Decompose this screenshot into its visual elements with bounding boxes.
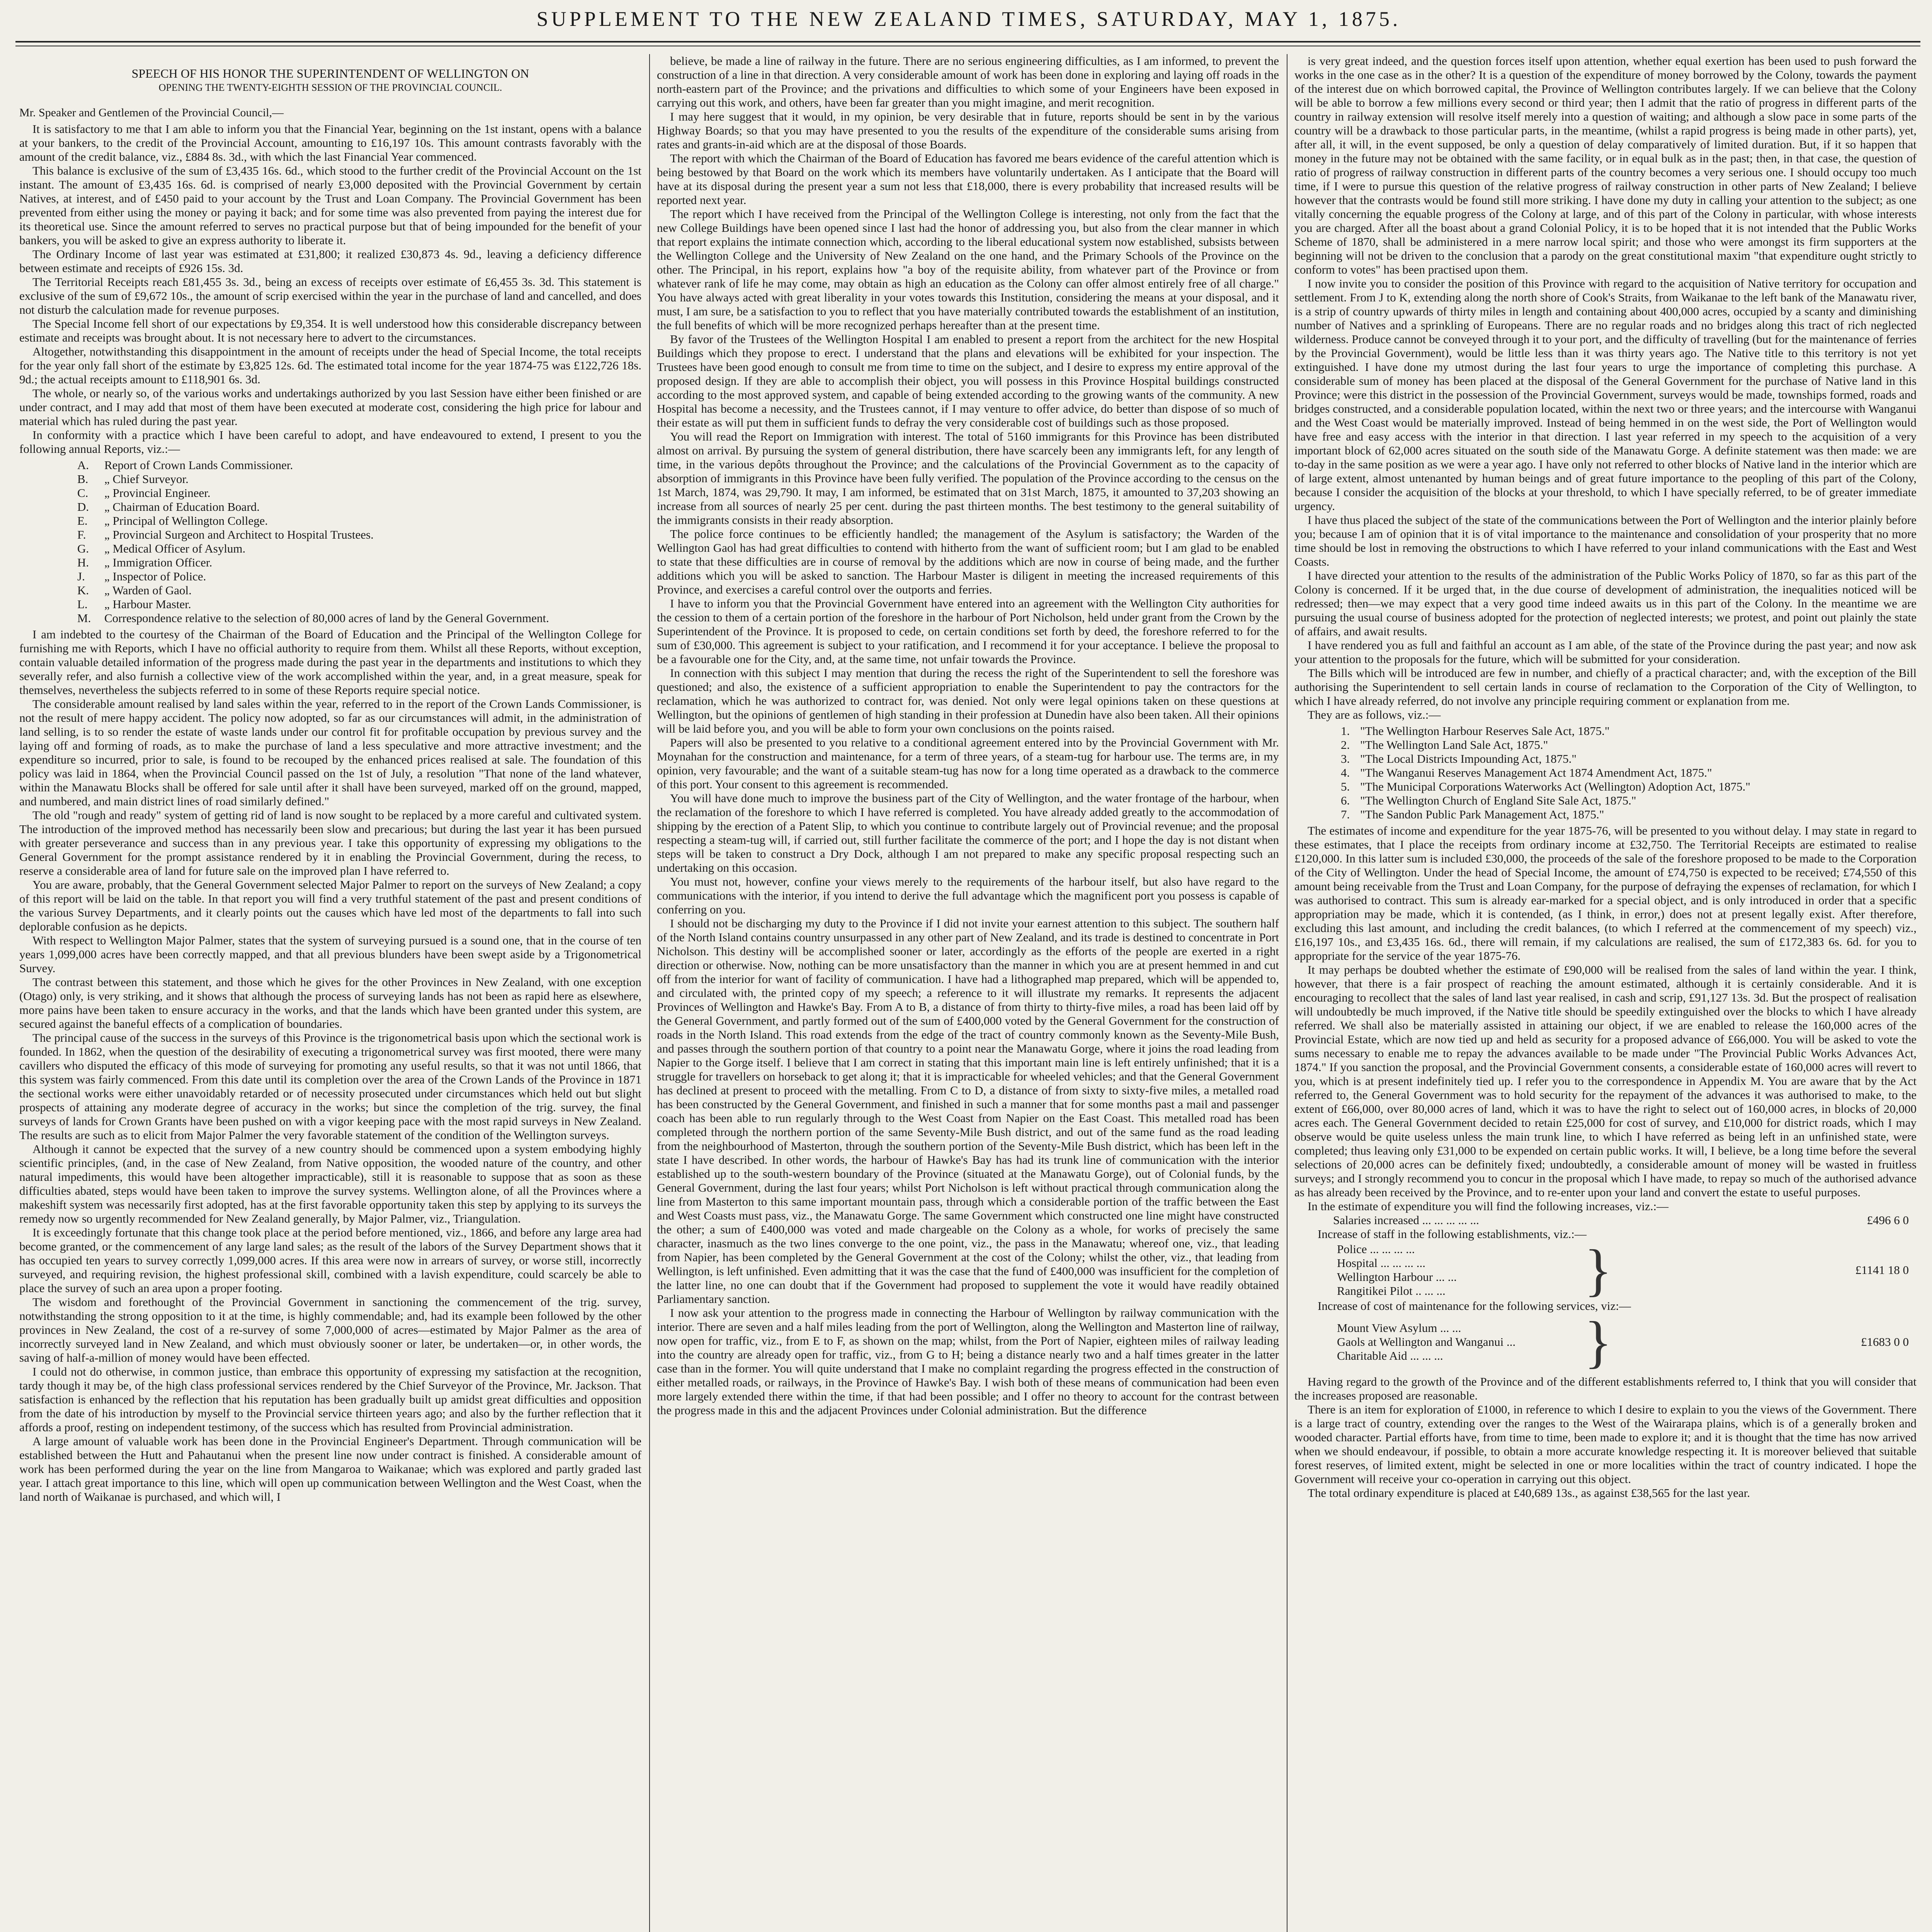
column-3-paragraphs-c <box>1294 1375 1917 1500</box>
list-item-text: „ Harbour Master. <box>104 597 191 611</box>
list-item-text: Report of Crown Lands Commissioner. <box>104 458 293 472</box>
list-item-marker: 6. <box>1341 794 1350 807</box>
column-1 <box>19 54 641 1932</box>
list-item-marker: M. <box>77 611 91 625</box>
list-item: Gaols at Wellington and Wanganui ... <box>1337 1335 1516 1349</box>
list-item: Wellington Harbour ... ... <box>1337 1270 1457 1284</box>
list-item <box>77 542 641 556</box>
list-item-marker: C. <box>77 486 88 500</box>
list-item-text: „ Chairman of Education Board. <box>104 500 260 514</box>
list-item-marker: L. <box>77 597 88 611</box>
list-item <box>77 486 641 500</box>
list-item-text: „ Provincial Engineer. <box>104 486 211 500</box>
paragraph: In the estimate of expenditure you will find the following increases, viz.:— <box>1308 1199 1669 1213</box>
paragraph: There is an item for exploration of £1000, in reference to which I desire to explain to you the views of the Government. There is a large tract of country, extending over the ranges to the West of the Wairarapa plains, which is of a generally broken and wooded character. Partial efforts have, from time to time, been made to explore it; and it is thought that the time has now arrived when we should endeavour, if possible, to obtain a more accurate knowledge respecting it. It is moreover believed that suitable forest reserves, of limited extent, might be selected in one or more localities within the tract of country indicated. I hope the Government will receive your co-operation in carrying out this object. <box>1294 1403 1917 1486</box>
paragraph: The police force continues to be efficiently handled; the management of the Asylum is satisfactory; the Warden of the Wellington Gaol has had great difficulties to contend with hitherto from the want of sufficient room; but I am glad to be enabled to state that these difficulties are in course of removal by the additions which are now in course of being made, and the further additions which you will be asked to sanction. The Harbour Master is diligent in meeting the increased requirements of this Province, and exercises a careful control over the outports and ferries. <box>657 527 1279 596</box>
list-item-text: "The Sandon Public Park Management Act, 1875." <box>1360 808 1604 821</box>
paragraph: A large amount of valuable work has been done in the Provincial Engineer's Department. Through communication will be established between the Hutt and Pahautanui when the present line now under contract is finished. A considerable amount of work has been performed during the year on the line from Mangaroa to Waikanae; which was explored and partly graded last year. I attach great importance to this line, which will open up communication between Wellington and the West Coast, when the land north of Waikanae is purchased, and which will, I <box>19 1434 641 1503</box>
paragraph: It is exceedingly fortunate that this change took place at the period before mentioned, viz., 1866, and before any large area had become granted, or the commencement of any large land sales; as the result of the labors of the Survey Department shows that it has occupied ten years to survey correctly 1,099,000 acres. If this area were now in arrears of survey, or worse still, incorrectly surveyed, and requiring revision, the highest professional skill, combined with a lavish expenditure, could scarcely be able to place the survey of such an area upon a proper footing. <box>19 1226 641 1295</box>
paragraph: This balance is exclusive of the sum of £3,435 16s. 6d., which stood to the further credit of the Provincial Account on the 1st instant. The amount of £3,435 16s. 6d. is comprised of nearly £3,000 deposited with the Provincial Government by certain Natives, at interest, and of £450 paid to your account by the Trust and Loan Company. The Provincial Government has been prevented from either using the money or paying it back; and for some time was also prevented from paying the interest due for its theoretical use. Since the amount referred to serves no practical purpose but that of being impounded for the benefit of your bankers, you will be asked to give an express authority to liberate it. <box>19 164 641 247</box>
list-item-text: „ Immigration Officer. <box>104 556 213 569</box>
paragraph: In connection with this subject I may mention that during the recess the right of the Superintendent to sell the foreshore was questioned; and also, the existence of a sufficient appropriation to enable the Superintendent to pay the contractors for the reclamation, which he was authorized to contract for, was denied. Not only were legal opinions taken on these questions at Wellington, but the opinions of gentlemen of high standing in their profession at Dunedin have also been taken. All their opinions will be laid before you, and you will be able to form your own conclusions on the points raised. <box>657 666 1279 735</box>
paragraph: Having regard to the growth of the Province and of the different establishments referred to, I think that you will consider that the increases proposed are reasonable. <box>1294 1375 1917 1402</box>
paragraph: The estimates of income and expenditure for the year 1875-76, will be presented to you without delay. I may state in regard to these estimates, that I place the receipts from ordinary income at £32,750. The Territorial Receipts are estimated to realise £120,000. In this latter sum is included £30,000, the proceeds of the sale of the foreshore proposed to be made to the Corporation of the City of Wellington. Under the head of Special Income, the amount of £74,750 is expected to be received; £74,550 of this amount being receivable from the Trust and Loan Company, for the purpose of defraying the expenses of reclamation, for which I was authorised to contract. This sum is already ear-marked for a special object, and is only introduced in order that a specific appropriation may be made, which it is contended, (as I think, in error,) does not at present legally exist. After therefore, excluding this last amount, and including the credit balances, (to which I referred at the commencement of my speech) viz., £16,197 10s., and £3,435 16s. 6d., there will remain, if my calculations are realised, the sum of £172,383 6s. 6d. for you to appropriate for the service of the year 1875-76. <box>1294 824 1917 963</box>
speech-heading: SPEECH OF HIS HONOR THE SUPERINTENDENT OF WELLINGTON ON <box>131 66 529 80</box>
paragraph: It is satisfactory to me that I am able to inform you that the Financial Year, beginning on the 1st instant, opens with a balance at your bankers, to the credit of the Provincial Account, amounting to £16,197 10s. This amount contrasts favorably with the amount of the credit balance, viz., £884 8s. 3d., with which the last Financial Year commenced. <box>19 122 641 163</box>
column-3-paragraphs-a <box>1294 54 1917 722</box>
paragraph: They are as follows, viz.:— <box>1308 708 1441 721</box>
list-item-marker: 4. <box>1341 766 1350 779</box>
list-item <box>1341 780 1917 794</box>
paragraph: It may perhaps be doubted whether the estimate of £90,000 will be realised from the sales of land within the year. I think, however, that there is a fair prospect of reaching the amount estimated, although it is certainly considerable. And it is encouraging to recollect that the sales of land last year realised, in cash and scrip, £91,127 13s. 3d. But the prospect of realisation will undoubtedly be much improved, if the Native title should be speedily extinguished over the blocks to which I have already referred. We shall also be materially assisted in attaining our object, if we are enabled to release the 160,000 acres of the Provincial Estate, which are now tied up and held as security for a proposed advance of £66,000. You will be asked to vote the sums necessary to enable me to repay the advances available to be made under "The Provincial Public Works Advances Act, 1874." If you sanction the proposal, and the Provincial Government consents, a considerable estate of 160,000 acres will revert to you, which is at present indefinitely tied up. I refer you to the correspondence in Appendix M. You are aware that by the Act referred to, the General Government was to hold security for the repayment of the advances it was authorised to make, to the extent of £66,000, over 80,000 acres of land, which it was to have the right to select out of 160,000 acres, in blocks of 20,000 acres each. The General Government decided to retain £25,000 for cost of survey, and £10,000 for district roads, which I may observe would be quite useless unless the main trunk line, to which I have referred as being left in an unfinished state, were completed; thus leaving only £31,000 to be expended on certain public works. It will, I believe, be a long time before the several selections of 20,000 acres can be definitely fixed; undoubtedly, a considerable amount of money will be wasted in fruitless surveys; and I strongly recommend you to concur in the proposal which I have made, to repay so much of the authorised advance as has already been received by the Province, and to re-enter upon your land and convert the estate to useful purposes. <box>1294 963 1917 1199</box>
column-2-paragraphs <box>657 54 1279 1417</box>
staff-heading: Increase of staff in the following establishments, viz.:— <box>1318 1227 1587 1241</box>
paragraph: I may here suggest that it would, in my opinion, be very desirable that in future, reports should be sent in by the various Highway Boards; so that you may have presented to you the results of the expenditure of the considerable sums arising from rates and grants-in-aid which are at the disposal of those Boards. <box>657 110 1279 151</box>
column-2 <box>657 54 1279 1932</box>
list-item-text: „ Provincial Surgeon and Architect to Hospital Trustees. <box>104 528 374 541</box>
list-item-text: „ Medical Officer of Asylum. <box>104 542 246 555</box>
paragraph: The total ordinary expenditure is placed at £40,689 13s., as against £38,565 for the last year. <box>1308 1486 1750 1500</box>
paragraph: I have to inform you that the Provincial Government have entered into an agreement with the Wellington City authorities for the cession to them of a certain portion of the foreshore in the harbour of Port Nicholson, held under grant from the Crown by the Superintendent of the Province. It is proposed to cede, on certain conditions set forth by deed, the foreshore referred to for the sum of £30,000. This agreement is subject to your ratification, and I recommend it for your acceptance. I believe the proposal to be a favourable one for the City, and, at the same time, not unfair towards the Province. <box>657 597 1279 666</box>
list-item: Mount View Asylum ... ... <box>1337 1321 1461 1335</box>
list-item: Police ... ... ... ... <box>1337 1242 1415 1256</box>
list-item <box>77 500 641 514</box>
column-1-paragraphs-b <box>19 628 641 1504</box>
list-item: Rangitikei Pilot .. ... ... <box>1337 1284 1446 1298</box>
list-item: Charitable Aid ... ... ... <box>1337 1349 1443 1362</box>
paragraph: By favor of the Trustees of the Wellington Hospital I am enabled to present a report from the architect for the new Hospital Buildings which they propose to erect. I understand that the plans and elevations will be exhibited for your inspection. The Trustees have been good enough to consult me from time to time on the subject, and I desire to express my entire approval of the proposed design. If they are able to accomplish their object, you will possess in this Province Hospital buildings constructed according to the most approved system, and capable of being extended according to the growing wants of the community. A new Hospital has become a necessity, and the Trustees cannot, if I may venture to offer advice, do better than dispose of so much of their estate as will put them in sufficient funds to defray the very considerable cost of buildings such as those proposed. <box>657 332 1279 429</box>
paragraph: The contrast between this statement, and those which he gives for the other Provinces in New Zealand, with one exception (Otago) only, is very striking, and it shows that although the process of surveying lands has not been as rapid here as elsewhere, more pains have been taken to ensure accuracy in the works, and that the lands which have been granted under this system, are secured against the baneful effects of a complication of boundaries. <box>19 975 641 1031</box>
masthead: SUPPLEMENT TO THE NEW ZEALAND TIMES, SATURDAY, MAY 1, 1875. <box>536 7 1401 31</box>
salaries-line <box>1333 1213 1909 1227</box>
paragraph: You will read the Report on Immigration with interest. The total of 5160 immigrants for this Province has been distributed almost on arrival. By pursuing the system of general distribution, there have scarcely been any immigrants left, for any length of time, in the various depôts throughout the Province; and the calculations of the Provincial Government as to the capacity of absorption of immigrants in this Province have been fully verified. The population of the Province according to the census on the 1st March, 1874, was 29,790. It may, I am informed, be estimated that on 31st March, 1875, it amounted to 37,203 showing an increase from all sources of nearly 25 per cent. during the past thirteen months. The best testimony to the general suitability of the immigrants consists in their ready absorption. <box>657 430 1279 527</box>
speech-subheading: OPENING THE TWENTY-EIGHTH SESSION OF THE PROVINCIAL COUNCIL. <box>158 82 502 93</box>
staff-increases <box>1337 1238 1909 1302</box>
maintenance-items <box>1337 1321 1584 1363</box>
paragraph: I should not be discharging my duty to the Province if I did not invite your earnest attention to this subject. The southern half of the North Island contains country unsurpassed in any other part of New Zealand, and its trade is destined to concentrate in Port Nicholson. This destiny will be accomplished sooner or later, accordingly as the efforts of the people are exerted in a right direction or otherwise. Now, nothing can be more unsatisfactory than the manner in which you are at present hemmed in and cut off from the interior for want of facility of communication. I have had a lithographed map prepared, which will be appended to, and circulated with, the printed copy of my speech; a reference to it will illustrate my remarks. It represents the adjacent Provinces of Wellington and Hawke's Bay. From A to B, a distance of from thirty to thirty-five miles, a road has been laid off by the General Government, and partly formed out of the sum of £400,000 voted by the General Government for the construction of roads in the North Island. This road extends from the edge of the tract of country commonly known as the Seventy-Mile Bush, and passes through the southern portion of that country to a point near the Manawatu Gorge, where it joins the road leading from Napier to the Gorge itself. I believe that I am correct in stating that this important main line is left entirely unfinished; that it is a struggle for travellers on horseback to get along it; that it is impracticable for wheeled vehicles; and that the General Government has declined at present to proceed with the metalling. From C to D, a distance of from sixty to sixty-five miles, a metalled road has been constructed by the General Government, and finished in such a manner that for some months past a mail and passenger coach has been able to run regularly through to the West Coast from Napier on the East Coast. This metalled road has been completed through the northern portion of the same Seventy-Mile Bush district, and out of the same fund as the road leading from the neighbourhood of Masterton, through the southern portion of the Seventy-Mile Bush district, which has been left in the state I have described. In other words, the harbour of Hawke's Bay has had its trunk line of communication with the interior established up to the south-western boundary of the Province (situated at the Manawatu Gorge), out of Colonial funds, by the General Government, during the last four years; whilst Port Nicholson is left without practical through communication along the line from Masterton to this same important mountain pass, through which a considerable portion of the traffic between the East and West Coasts must pass, viz., the Manawatu Gorge. The same Government which constructed one line might have constructed the other; a sum of £400,000 was voted and made chargeable on the Colony as a whole, for works of precisely the same character, inasmuch as the two lines converge to the one point, viz., the pass in the Manawatu; whereof one, viz., that leading from Napier, has been completed by the General Government at the cost of the Colony; whilst the other, viz., that leading from Wellington, is left unfinished. Even admitting that it was the case that the fund of £400,000 was insufficient for the completion of the latter line, no one can doubt that if the Government had proposed to supplement the vote it would have readily obtained Parliamentary sanction. <box>657 917 1279 1306</box>
paragraph: I am indebted to the courtesy of the Chairman of the Board of Education and the Principal of the Wellington College for furnishing me with Reports, which I have no official authority to require from them. Whilst all these Reports, without exception, contain valuable detailed information of the progress made during the past year in the departments and institutions to which they severally refer, and also furnish a collective view of the work accomplished within the year, and, in a great measure, speak for themselves, nevertheless the subjects referred to in some of these Reports require special notice. <box>19 628 641 697</box>
column-3-paragraphs-b <box>1294 824 1917 1213</box>
column-3 <box>1294 54 1917 1932</box>
list-item-text: "The Local Districts Impounding Act, 1875." <box>1360 752 1577 765</box>
maintenance-increases <box>1337 1310 1909 1374</box>
maintenance-heading: Increase of cost of maintenance for the following services, viz:— <box>1318 1299 1631 1313</box>
list-item <box>1341 794 1917 808</box>
list-item <box>77 611 641 625</box>
list-item-marker: 7. <box>1341 808 1350 821</box>
column-1-paragraphs-a <box>19 122 641 456</box>
paragraph: I have rendered you as full and faithful an account as I am able, of the state of the Province during the past year; and now ask your attention to the proposals for the future, which will be submitted for your consideration. <box>1294 638 1917 666</box>
list-item-marker: 3. <box>1341 752 1350 765</box>
list-item-text: Correspondence relative to the selection of 80,000 acres of land by the General Government. <box>104 611 549 625</box>
paragraph: The report which I have received from the Principal of the Wellington College is interesting, not only from the fact that the new College Buildings have been opened since I last had the honor of addressing you, but also from the clear manner in which that report explains the intimate connection which, according to the liberal educational system now established, subsists between the Wellington College and the University of New Zealand on the one hand, and the Primary Schools of the Province on the other. The Principal, in his report, explains how "a boy of the requisite ability, from whatever part of the Province or from whatever rank of life he may come, may obtain as high an education as the Colony can offer almost entirely free of all charge." You have always acted with great liberality in your votes towards this Institution, considering the means at your disposal, and it must, I am sure, be a satisfaction to you to reflect that you have materially contributed towards the establishment of an institution, the full benefits of which will be more recognized perhaps hereafter than at the present time. <box>657 207 1279 332</box>
paragraph: believe, be made a line of railway in the future. There are no serious engineering difficulties, as I am informed, to prevent the construction of a line in that direction. A very considerable amount of work has been done in exploring and laying off roads in the north-eastern part of the Province; and the privations and difficulties to which some of your Engineers have been exposed in carrying out this work, and others, have been far greater than you might imagine, and merit recognition. <box>657 54 1279 109</box>
list-item <box>1341 808 1917 821</box>
paragraph: The wisdom and forethought of the Provincial Government in sanctioning the commencement of the trig. survey, notwithstanding the strong opposition to it at the time, is highly commendable; and, had its example been followed by the other provinces in New Zealand, the cost of a re-survey of some 7,000,000 of acres—estimated by Major Palmer as the area of incorrectly surveyed land in New Zealand, and which must obviously sooner or later, be undertaken—or, in other words, the saving of half-a-million of money would have been effected. <box>19 1295 641 1364</box>
list-item <box>1341 738 1917 752</box>
paragraph: is very great indeed, and the question forces itself upon attention, whether equal exertion has been used to push forward the works in the one case as in the other? It is a question of the expenditure of money borrowed by the Colony, towards the payment of the interest due on which borrowed capital, the Province of Wellington contributes largely. If we can believe that the Colony will be able to borrow a few millions every second or third year; then I admit that the ratio of progress in different parts of the country in railway extension will resolve itself merely into a question of waiting; and although a slow pace in some parts of the country will be a drawback to those particular parts, in the meantime, (whilst a rapid progress is being made in other parts), yet, after all, it will, in the event supposed, be only a question of delay comparatively of limited duration. But, if it so happen that money in the future may not be obtained with the same facility, or in equal bulk as in the past; then, in that case, the question of ratio of progress of railway construction in different parts of the country becomes a very serious one. I should occupy too much time, if I were to pursue this question of the relative progress of railway construction in other parts of New Zealand; I believe however that the contrasts would be found still more striking. I have done my duty in calling your attention to the subject; as one vitally concerning the equable progress of the Colony at large, and of this part of the Colony in particular, with whose interests you are charged. After all the boast about a grand Colonial Policy, it is to be hoped that it is not intended that the Public Works Scheme of 1870, shall be administered in a mere narrow local spirit; and those who were amongst its firm supporters at the beginning will not be driven to the conclusion that a parody on the great constitutional maxim "that expenditure ought strictly to conform to votes" has been practised upon them. <box>1294 54 1917 276</box>
list-item-marker: 1. <box>1341 724 1350 738</box>
reports-list <box>77 458 641 625</box>
list-item-marker: A. <box>77 458 89 472</box>
list-item-text: "The Wellington Church of England Site Sale Act, 1875." <box>1360 794 1636 807</box>
salutation: Mr. Speaker and Gentlemen of the Provincial Council,— <box>19 106 284 119</box>
list-item <box>1341 752 1917 766</box>
list-item <box>77 597 641 611</box>
brace: } <box>1584 1310 1612 1374</box>
paragraph: In conformity with a practice which I have been careful to adopt, and have endeavoured to extend, I present to you the following annual Reports, viz.:— <box>19 428 641 456</box>
paragraph: The report with which the Chairman of the Board of Education has favored me bears evidence of the careful attention which is being bestowed by that Board on the work which its members have voluntarily undertaken. As I anticipate that the Board will have at its disposal during the present year a sum not less that £18,000, there is every probability that increased results will be reported next year. <box>657 151 1279 207</box>
list-item <box>77 528 641 542</box>
list-item-text: "The Municipal Corporations Waterworks Act (Wellington) Adoption Act, 1875." <box>1360 780 1750 793</box>
paragraph: Papers will also be presented to you relative to a conditional agreement entered into by the Provincial Government with Mr. Moynahan for the construction and maintenance, for a term of three years, of a steam-tug for harbour use. The terms are, in my opinion, very favourable; and the want of a suitable steam-tug has now for a long time operated as a drawback to the commerce of this port. Your consent to this agreement is recommended. <box>657 736 1279 791</box>
column-divider <box>649 54 650 1932</box>
list-item <box>1341 724 1917 738</box>
paragraph: I have thus placed the subject of the state of the communications between the Port of Wellington and the interior plainly before you; because I am of opinion that it is of vital importance to the maintenance and consolidation of your prosperity that no more time should be lost in removing the obstructions to which I have referred to your inland communications with the East and West Coasts. <box>1294 513 1917 568</box>
salaries-amount: £496 6 0 <box>1867 1213 1909 1227</box>
salaries-label: Salaries increased ... ... ... ... ... <box>1333 1213 1479 1227</box>
paragraph: The whole, or nearly so, of the various works and undertakings authorized by you last Session have either been finished or are under contract, and I may add that most of them have been executed at moderate cost, considering the high price for labour and material which has ruled during the past year. <box>19 386 641 428</box>
list-item-text: "The Wellington Harbour Reserves Sale Act, 1875." <box>1360 724 1610 738</box>
list-item-text: "The Wellington Land Sale Act, 1875." <box>1360 738 1548 752</box>
list-item-marker: 5. <box>1341 780 1350 793</box>
list-item-marker: E. <box>77 514 88 527</box>
staff-items <box>1337 1242 1584 1298</box>
paragraph: The old "rough and ready" system of getting rid of land is now sought to be replaced by a more careful and cultivated system. The introduction of the improved method has necessarily been slow and precarious; but during the last year it has been pursued with greater perseverance and success than in any previous year. I take this opportunity of expressing my obligations to the General Government for the prompt assistance rendered by it in enabling the Provincial Government, during the recess, to reserve a considerable area of land for future sale on the improved plan I have referred to. <box>19 808 641 878</box>
paragraph: Altogether, notwithstanding this disappointment in the amount of receipts under the head of Special Income, the total receipts for the year only fall short of the estimate by £3,825 12s. 6d. The estimated total income for the year 1874-75 was £122,726 18s. 9d.; the actual receipts amount to £118,901 6s. 3d. <box>19 345 641 386</box>
list-item-marker: F. <box>77 528 86 541</box>
maintenance-amount: £1683 0 0 <box>1861 1335 1909 1349</box>
paragraph: I now ask your attention to the progress made in connecting the Harbour of Wellington by railway communication with the interior. There are seven and a half miles leading from the port of Wellington, along the Wellington and Masterton line of railway, now open for traffic, viz., from E to F, as shown on the map; whilst, from the Port of Napier, eighteen miles of railway leading into the country are already open for traffic, viz., from G to H; being a distance nearly two and a half times greater in the latter case than in the former. You will quite understand that I make no complaint regarding the progress effected in the construction of either metalled roads, or railways, in the Province of Hawke's Bay. I wish both of these means of communication had been even more largely extended there within the time, if that had been possible; and I offer no theory to account for the contrast between the progress made in this and the adjacent Provinces under Colonial administration. But the difference <box>657 1306 1279 1417</box>
list-item <box>77 458 641 472</box>
paragraph: With respect to Wellington Major Palmer, states that the system of surveying pursued is a sound one, that in the course of ten years 1,099,000 acres have been correctly mapped, and that all previous blunders have been swept aside by a Trigonometrical Survey. <box>19 934 641 975</box>
list-item-marker: 2. <box>1341 738 1350 752</box>
list-item-marker: K. <box>77 583 89 597</box>
list-item-marker: B. <box>77 472 88 486</box>
list-item <box>77 472 641 486</box>
paragraph: I now invite you to consider the position of this Province with regard to the acquisition of Native territory for occupation and settlement. From J to K, extending along the north shore of Cook's Straits, from Waikanae to the left bank of the Manawatu river, is a strip of country upwards of thirty miles in length and containing about 400,000 acres, occupied by a scanty and diminishing number of Natives and a sprinkling of Europeans. There are no regular roads and no bridges along this tract of rich neglected wilderness. Produce cannot be conveyed through it to your port, and the difficulty of travelling (but for the maintenance of ferries by the Provincial Government), would be little less than it was thirty years ago. The Native title to this territory is not yet extinguished. I have done my utmost during the last four years to urge the importance of completing this purchase. A considerable sum of money has been placed at the disposal of the General Government for the purchase of Native land in this Province; were this district in the possession of the Provincial Government, surveys would be made, townships formed, roads and bridges constructed, and a considerable population located, within the next two or three years; and the intercourse with Wanganui and the West Coast would be materially improved. Instead of being hemmed in on the west side, the Port of Wellington would have free and easy access with the interior in that direction. I last year referred in my speech to the acquisition of a very important block of 62,000 acres situated on the south side of the Manawatu Gorge. A definite statement was then made: we are to-day in the same position as we were a year ago. I have only not referred to other blocks of Native land in the interior which are of large extent, almost untenanted by human beings and of great future importance to the peopling of this part of the Colony, because I consider the acquisition of the blocks at your threshold, to which I have specially referred, to be of greater immediate urgency. <box>1294 277 1917 513</box>
list-item <box>77 570 641 583</box>
paragraph: The Territorial Receipts reach £81,455 3s. 3d., being an excess of receipts over estimate of £6,455 3s. 3d. This statement is exclusive of the sum of £9,672 10s., the amount of scrip exercised within the year in the purchase of land and cancelled, and does not disturb the calculation made for revenue purposes. <box>19 275 641 316</box>
paragraph: The Special Income fell short of our expectations by £9,354. It is well understood how this considerable discrepancy between estimate and receipts was brought about. It is not necessary here to advert to the circumstances. <box>19 317 641 344</box>
paragraph: The Ordinary Income of last year was estimated at £31,800; it realized £30,873 4s. 9d., leaving a deficiency difference between estimate and receipts of £926 15s. 3d. <box>19 247 641 275</box>
bills-list <box>1341 724 1917 821</box>
list-item-text: „ Inspector of Police. <box>104 570 206 583</box>
list-item <box>77 583 641 597</box>
brace: } <box>1584 1238 1612 1302</box>
list-item-marker: D. <box>77 500 89 514</box>
paragraph: You are aware, probably, that the General Government selected Major Palmer to report on the surveys of New Zealand; a copy of this report will be laid on the table. In that report you will find a very truthful statement of the past and present conditions of the various Survey Departments, and it clearly points out the causes which have led most of the departments to fall into such deplorable confusion as he depicts. <box>19 878 641 933</box>
paragraph: Although it cannot be expected that the survey of a new country should be commenced upon a system embodying highly scientific principles, (and, in the case of New Zealand, from Native opposition, the wooded nature of the country, and other natural impediments, this would have been altogether impracticable), still it is reasonable to suppose that as soon as these difficulties abated, steps would have been taken to improve the survey systems. Wellington alone, of all the Provinces where a makeshift system was necessarily first adopted, has at the first favorable opportunity taken this step by applying to its surveys the remedy now so urgently recommended for New Zealand generally, by Major Palmer, viz., Triangulation. <box>19 1142 641 1225</box>
list-item-text: „ Chief Surveyor. <box>104 472 189 486</box>
masthead-rule <box>15 41 1920 43</box>
paragraph: The principal cause of the success in the surveys of this Province is the trigonometrical basis upon which the sectional work is founded. In 1862, when the question of the desirability of executing a trigonometrical survey was first mooted, there were many cavillers who disputed the efficacy of this mode of surveying for promoting any useful results, so that it was not until 1866, that this system was fairly commenced. From this date until its completion over the area of the Crown Lands of the Province in 1871 the sectional works were either unavoidably retarded or of necessity prosecuted under circumstances which held out but slight prospects of attaining any moderate degree of accuracy in the works; but since the completion of the trig. survey, the final surveys of lands for Crown Grants have been pushed on with a vigor keeping pace with the most rapid surveys in New Zealand. The results are such as to elicit from Major Palmer the very favorable statement of the condition of the Wellington surveys. <box>19 1031 641 1142</box>
list-item <box>77 556 641 570</box>
paragraph: You will have done much to improve the business part of the City of Wellington, and the water frontage of the harbour, when the reclamation of the foreshore to which I have referred is completed. You have already added greatly to the accommodation of shipping by the erection of a Patent Slip, to which you continue to contribute largely out of Provincial revenue; and the proposal respecting a steam-tug will, if carried out, still further facilitate the commerce of the port; and I hope the day is not distant when steps will be taken to construct a Dry Dock, although I am not prepared to make any specific proposal respecting such an undertaking on this occasion. <box>657 791 1279 874</box>
list-item: Hospital ... ... ... ... <box>1337 1256 1426 1270</box>
paragraph: The considerable amount realised by land sales within the year, referred to in the report of the Crown Lands Commissioner, is not the result of mere happy accident. The policy now adopted, so far as our circumstances will admit, in the administration of land selling, is to so render the estate of waste lands under our control fit for profitable occupation by previous survey and the laying off and forming of roads, as to make the purchase of land a less speculative and more attractive investment; and the expenditure so incurred, prior to sale, is found to be recouped by the enhanced prices realised at sale. The foundation of this policy was laid in 1864, when the Provincial Council passed on the 1st of July, a resolution "That none of the land whatever, within the Manawatu Blocks shall be offered for sale until after it shall have been surveyed, marked off on the ground, mapped, and numbered, and main district lines of road similarly defined." <box>19 697 641 808</box>
list-item-text: "The Wanganui Reserves Management Act 1874 Amendment Act, 1875." <box>1360 766 1712 779</box>
paragraph: The Bills which will be introduced are few in number, and chiefly of a practical character; and, with the exception of the Bill authorising the Superintendent to sell certain lands in course of reclamation to the Corporation of the City of Wellington, to which I have already referred, do not involve any principle requiring comment or explanation from me. <box>1294 666 1917 707</box>
list-item <box>1341 766 1917 780</box>
paragraph: I could not do otherwise, in common justice, than embrace this opportunity of expressing my satisfaction at the recognition, tardy though it may be, of the high class professional services rendered by the Chief Surveyor of the Province, Mr. Jackson. That satisfaction is enhanced by the reflection that his reputation has been gradually built up amidst great difficulties and opposition from the date of his introduction by myself to the Provincial service thirteen years ago; and also by the further reflection that it affords a proof, resting on independent testimony, of the success which has resulted from Provincial administration. <box>19 1365 641 1434</box>
list-item-marker: H. <box>77 556 89 569</box>
paragraph: You must not, however, confine your views merely to the requirements of the harbour itself, but also have regard to the communications with the interior, if you intend to derive the full advantage which the magnificent port you possess is capable of conferring on you. <box>657 875 1279 916</box>
list-item-marker: G. <box>77 542 89 555</box>
list-item-text: „ Principal of Wellington College. <box>104 514 268 527</box>
list-item <box>77 514 641 528</box>
staff-amount: £1141 18 0 <box>1855 1263 1909 1277</box>
list-item-text: „ Warden of Gaol. <box>104 583 192 597</box>
list-item-marker: J. <box>77 570 85 583</box>
paragraph: I have directed your attention to the results of the administration of the Public Works Policy of 1870, so far as this part of the Colony is concerned. If it be urged that, in the due course of development of administration, the inequalities noticed will be redressed; then—we may expect that a very good time indeed awaits us in this part of the Colony. In the meantime we are pursuing the usual course of business adopted for the protection of neglected interests; we protest, and point out plainly the state of affairs, and await results. <box>1294 569 1917 638</box>
